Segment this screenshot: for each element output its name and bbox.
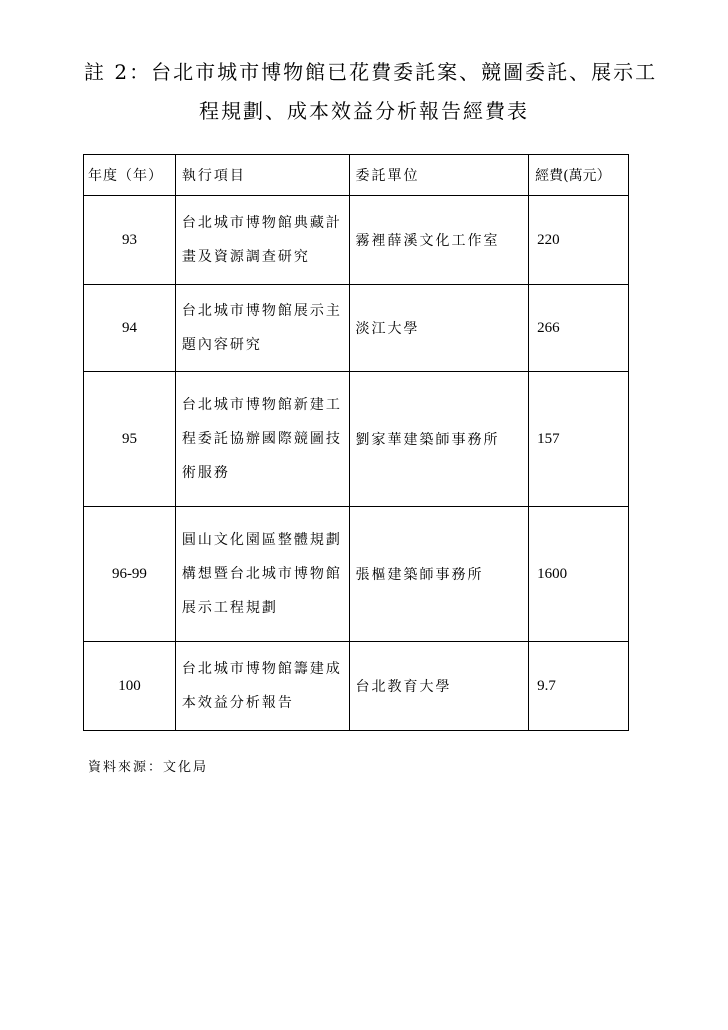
- cell-item: 台北城市博物館新建工程委託協辦國際競圖技術服務: [175, 372, 349, 507]
- cell-unit: 霧裡薛溪文化工作室: [349, 196, 529, 285]
- expense-table: [83, 154, 629, 731]
- cell-unit: 張樞建築師事務所: [349, 507, 529, 642]
- cell-year: 93: [84, 196, 176, 285]
- cell-item: 台北城市博物館籌建成本效益分析報告: [175, 642, 349, 731]
- header-year: 年度（年）: [84, 155, 176, 196]
- document-title-line-1: 註 2：台北市城市博物館已花費委託案、競圖委託、展示工: [84, 60, 658, 84]
- cell-year: 100: [84, 642, 176, 731]
- cell-fee: 266: [529, 285, 629, 372]
- document-title-line-2: 程規劃、成本效益分析報告經費表: [199, 99, 529, 123]
- table-row: [84, 642, 629, 731]
- cell-unit: 淡江大學: [349, 285, 529, 372]
- table-row: [84, 196, 629, 285]
- table-row: [84, 507, 629, 642]
- cell-unit: 劉家華建築師事務所: [349, 372, 529, 507]
- source-note: 資料來源：文化局: [88, 760, 209, 775]
- table-row: [84, 285, 629, 372]
- cell-year: 95: [84, 372, 176, 507]
- table-row: [84, 372, 629, 507]
- header-unit: 委託單位: [349, 155, 529, 196]
- cell-fee: 9.7: [529, 642, 629, 731]
- cell-item: 台北城市博物館典藏計畫及資源調查研究: [175, 196, 349, 285]
- cell-item: 圓山文化園區整體規劃構想暨台北城市博物館展示工程規劃: [175, 507, 349, 642]
- table-header-row: [84, 155, 629, 196]
- cell-unit: 台北教育大學: [349, 642, 529, 731]
- cell-fee: 220: [529, 196, 629, 285]
- header-item: 執行項目: [175, 155, 349, 196]
- cell-fee: 157: [529, 372, 629, 507]
- cell-item: 台北城市博物館展示主題內容研究: [175, 285, 349, 372]
- cell-fee: 1600: [529, 507, 629, 642]
- cell-year: 94: [84, 285, 176, 372]
- cell-year: 96-99: [84, 507, 176, 642]
- header-fee: 經費(萬元）: [529, 155, 629, 196]
